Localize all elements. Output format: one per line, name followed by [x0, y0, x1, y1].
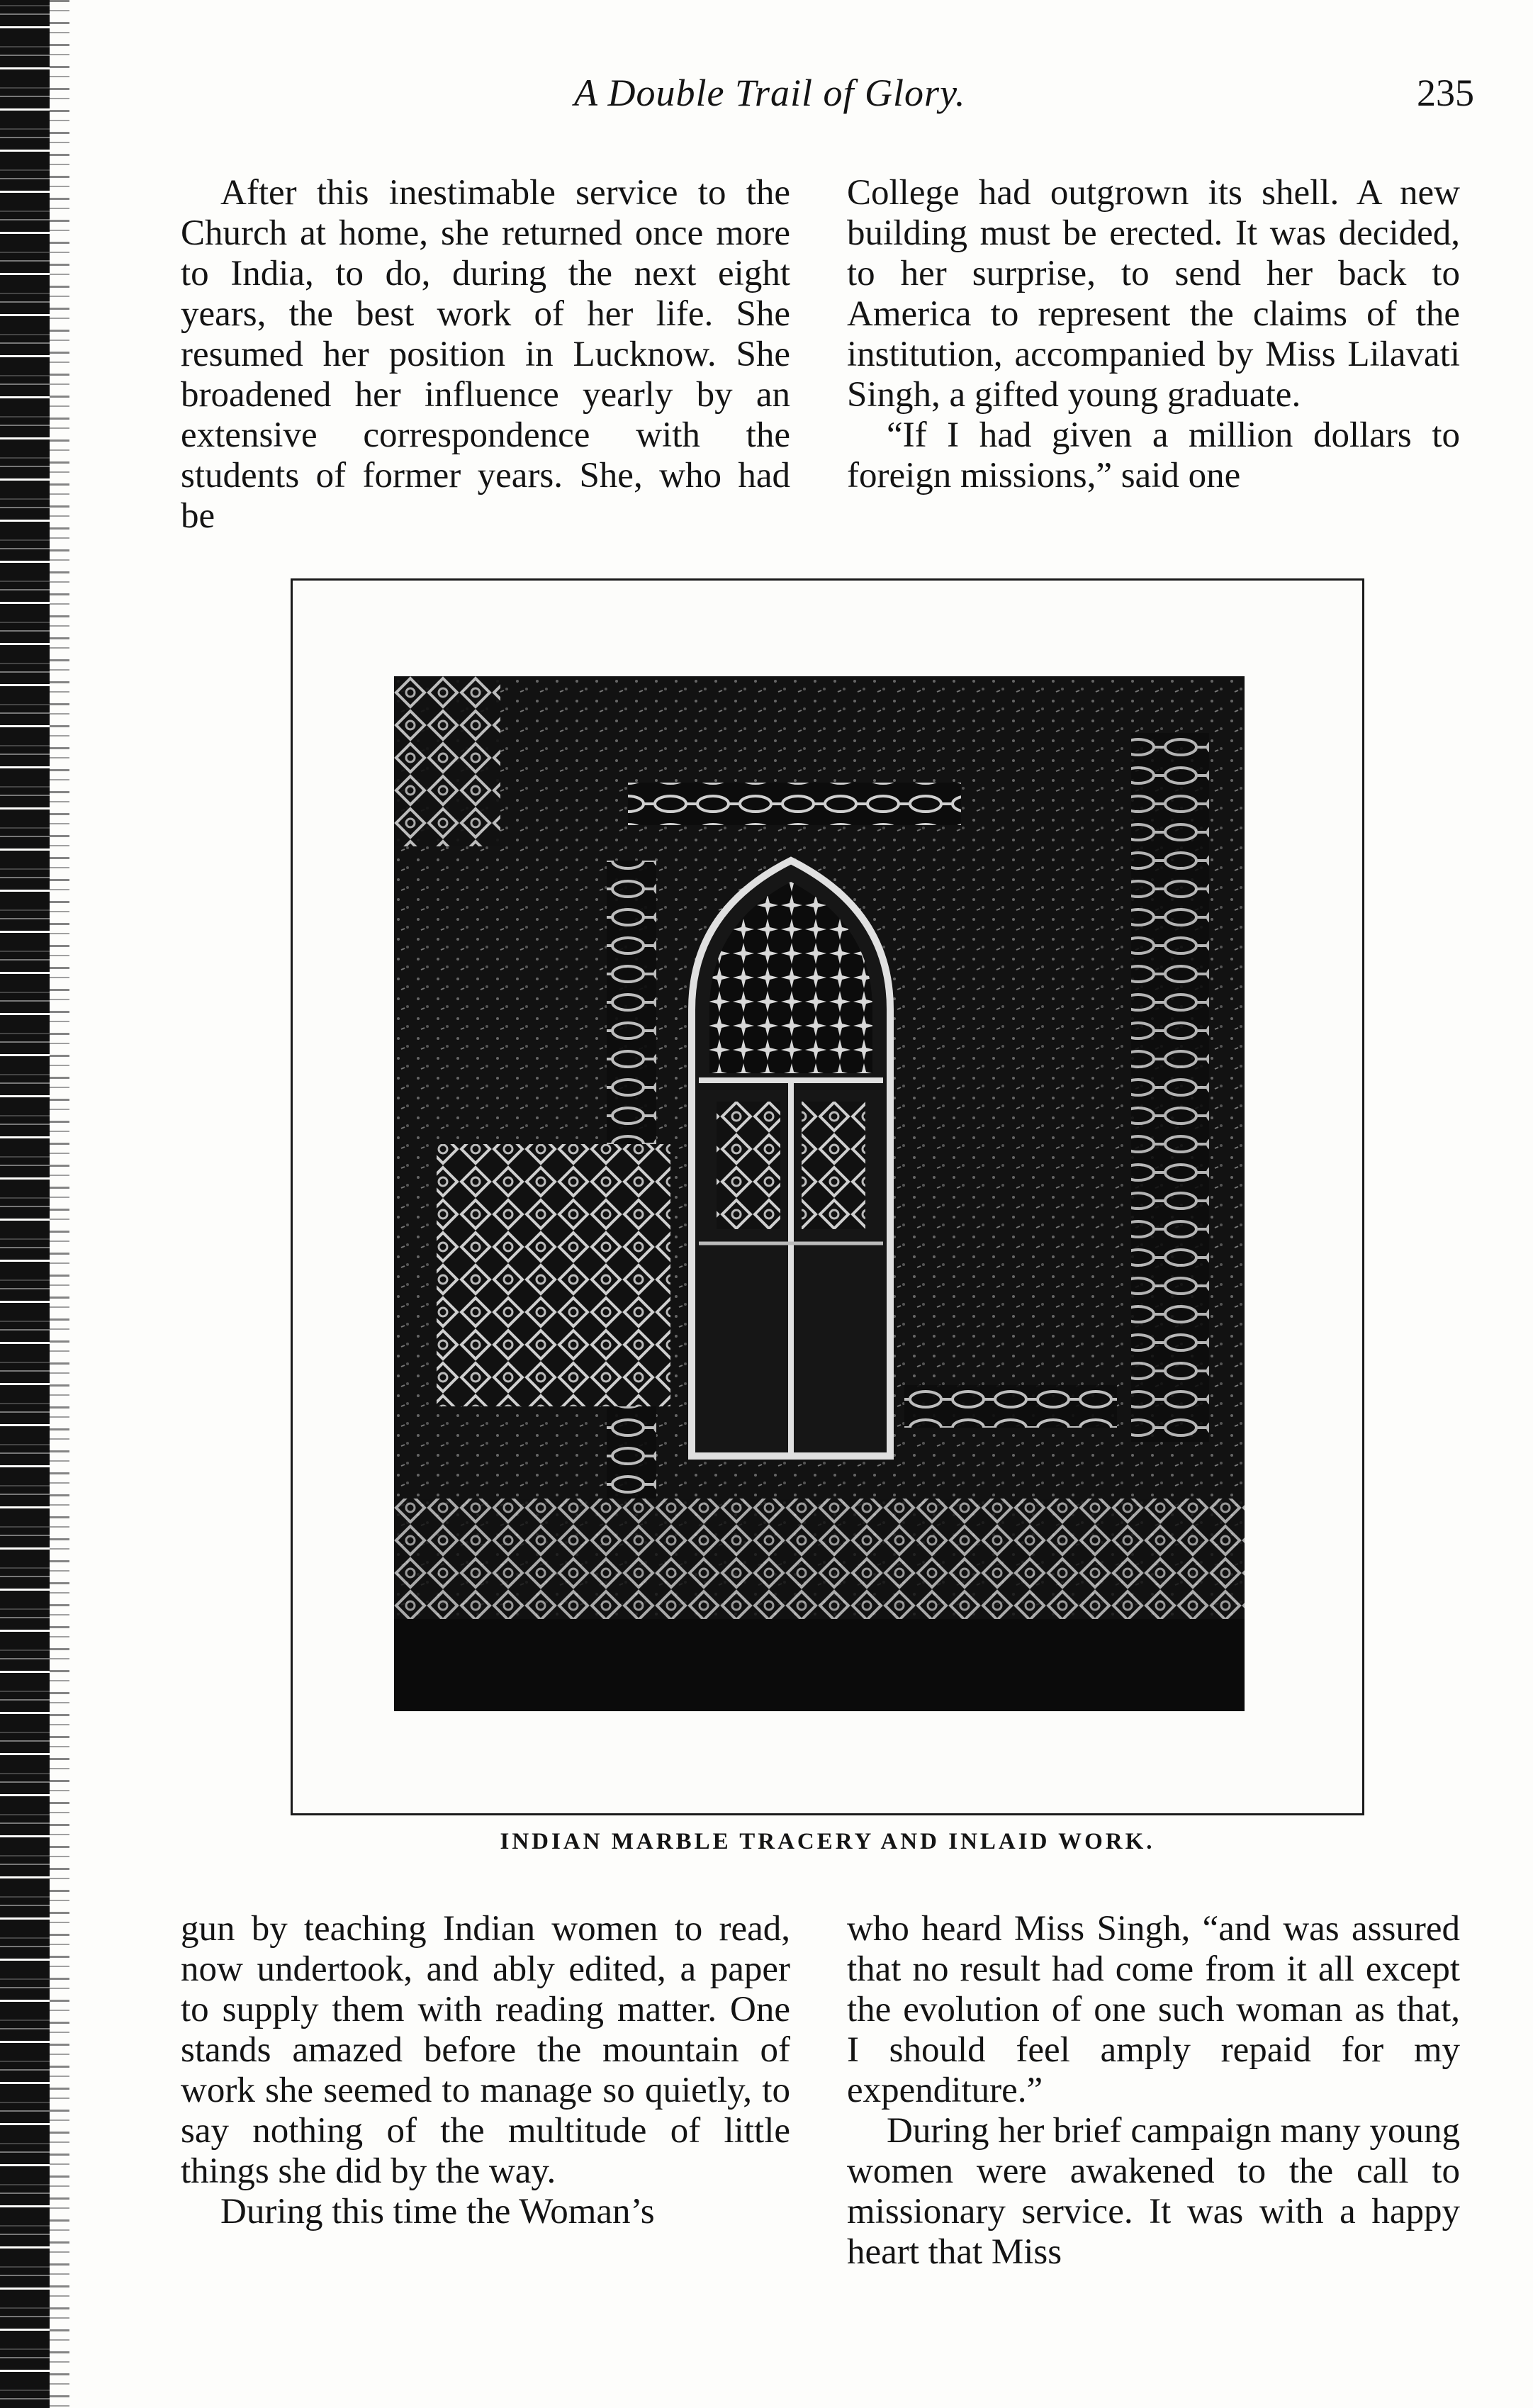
paragraph: College had outgrown its shell. A new building must be erected. It was decided, to her surprise, to send her back to America to represent the claims of the institution, accompanied by Miss Lilavati Singh, a gifted young graduate.: [847, 173, 1460, 415]
marble-tracery-photograph: [394, 676, 1245, 1711]
tracery-illustration: [394, 676, 1245, 1711]
paragraph: During her brief campaign many young women were awakened to the call to missionary service. It was with a happy heart that Miss: [847, 2111, 1460, 2272]
column-bottom-left: [181, 1909, 790, 2327]
column-top-right: [847, 173, 1460, 542]
running-title: A Double Trail of Glory.: [574, 72, 966, 114]
paragraph: After this inestimable service to the Church at home, she returned once more to India, to do, during the next eight years, the best work of her life. She resumed her position in Lucknow. She broadened her influence yearly by an extensive correspondence with the students of former years. She, who had be: [181, 173, 790, 536]
figure-caption: INDIAN MARBLE TRACERY AND INLAID WORK.: [500, 1829, 1155, 1854]
figure-plate: [291, 578, 1364, 1815]
paragraph: gun by teaching Indian women to read, now undertook, and ably edited, a paper to supply them with reading matter. One stands amazed before the mountain of work she seemed to manage so quietly, to say nothing of the multitude of little things she did by the way.: [181, 1909, 790, 2191]
column-top-left: [181, 173, 790, 542]
page-number: 235: [1417, 72, 1474, 114]
paragraph: “If I had given a million dollars to foreign missions,” said one: [847, 415, 1460, 495]
paragraph: During this time the Woman’s: [220, 2192, 655, 2231]
column-bottom-right: [847, 1909, 1460, 2327]
book-binding-edge: [0, 0, 50, 2408]
paragraph: who heard Miss Singh, “and was assured that no result had come from it all except the evolution of one such woman as that, I should feel amply repaid for my expenditure.”: [847, 1909, 1460, 2110]
